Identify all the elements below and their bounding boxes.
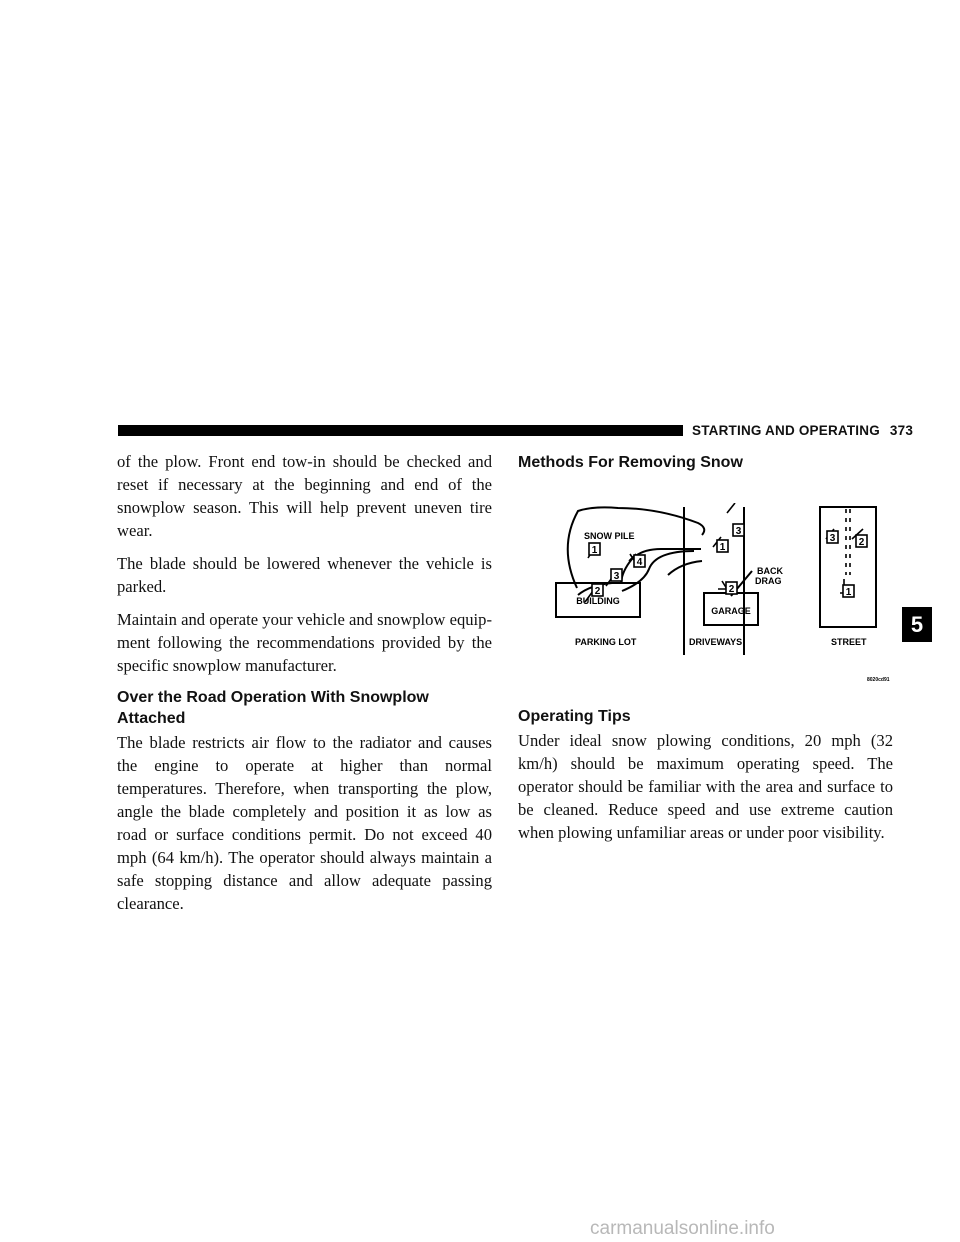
figure-code: 8020cd91 (867, 677, 890, 683)
section-heading: Methods For Removing Snow (518, 454, 743, 471)
watermark: carmanualsonline.info (590, 1218, 775, 1239)
chapter-tab: 5 (902, 607, 932, 642)
badge-number: 3 (613, 571, 620, 582)
paragraph: of the plow. Front end tow-in should be checked and reset if necessary at the beginning and end of the snowplow season. This will help prevent uneven tire wear. (117, 452, 492, 540)
blade-mark (727, 503, 735, 513)
driveways-caption: DRIVEWAYS (689, 637, 743, 647)
badge-number: 3 (829, 533, 836, 544)
section-heading: Operating Tips (518, 708, 631, 725)
paragraph: Under ideal snow plowing conditions, 20 mph (32 km/h) should be maximum operating speed. The operator should be familiar with the area and surface to be cleaned. Reduce speed and use extreme caution when plowing unfamiliar areas or under poor visibility. (518, 731, 893, 842)
back-drag-label: DRAG (755, 576, 782, 586)
section-heading: Over the Road Operation With Snowplow Attached (117, 689, 429, 727)
diagram-svg (518, 503, 893, 696)
parking-lot-caption: PARKING LOT (575, 637, 637, 647)
paragraph: The blade should be lowered whenever the vehicle is parked. (117, 554, 492, 596)
running-header (692, 421, 913, 441)
left-column (117, 450, 492, 925)
right-column (518, 452, 893, 854)
street-caption: STREET (831, 637, 867, 647)
building-label: BUILDING (576, 596, 620, 606)
badge-number: 2 (594, 586, 601, 597)
back-drag-label: BACK (757, 566, 783, 576)
badge-number: 1 (719, 542, 726, 553)
paragraph: The blade restricts air flow to the radiator and causes the engine to operate at higher than normal temperatures. Therefore, when transporting the plow, angle the blade completely and position it as low as road or surface conditions permit. Do not exceed 40 mph (64 km/h). The operator should always maintain a safe stopping distance and allow adequate passing clearance. (117, 733, 492, 913)
section-title: STARTING AND OPERATING (692, 423, 880, 438)
badge-number: 2 (728, 584, 735, 595)
badge-number: 2 (858, 537, 865, 548)
snow-removal-diagram (518, 503, 893, 696)
badge-number: 1 (845, 587, 852, 598)
garage-label: GARAGE (711, 606, 751, 616)
header-rule (118, 425, 683, 436)
badge-number: 3 (735, 526, 742, 537)
paragraph: Maintain and operate your vehicle and snowplow equip-ment following the recommendations provided by the specific snowplow manufacturer. (117, 610, 492, 675)
page-number: 373 (889, 423, 914, 438)
snow-pile-label: SNOW PILE (584, 531, 635, 541)
badge-number: 4 (636, 557, 643, 568)
street-box (820, 507, 876, 627)
badge-number: 1 (591, 545, 598, 556)
